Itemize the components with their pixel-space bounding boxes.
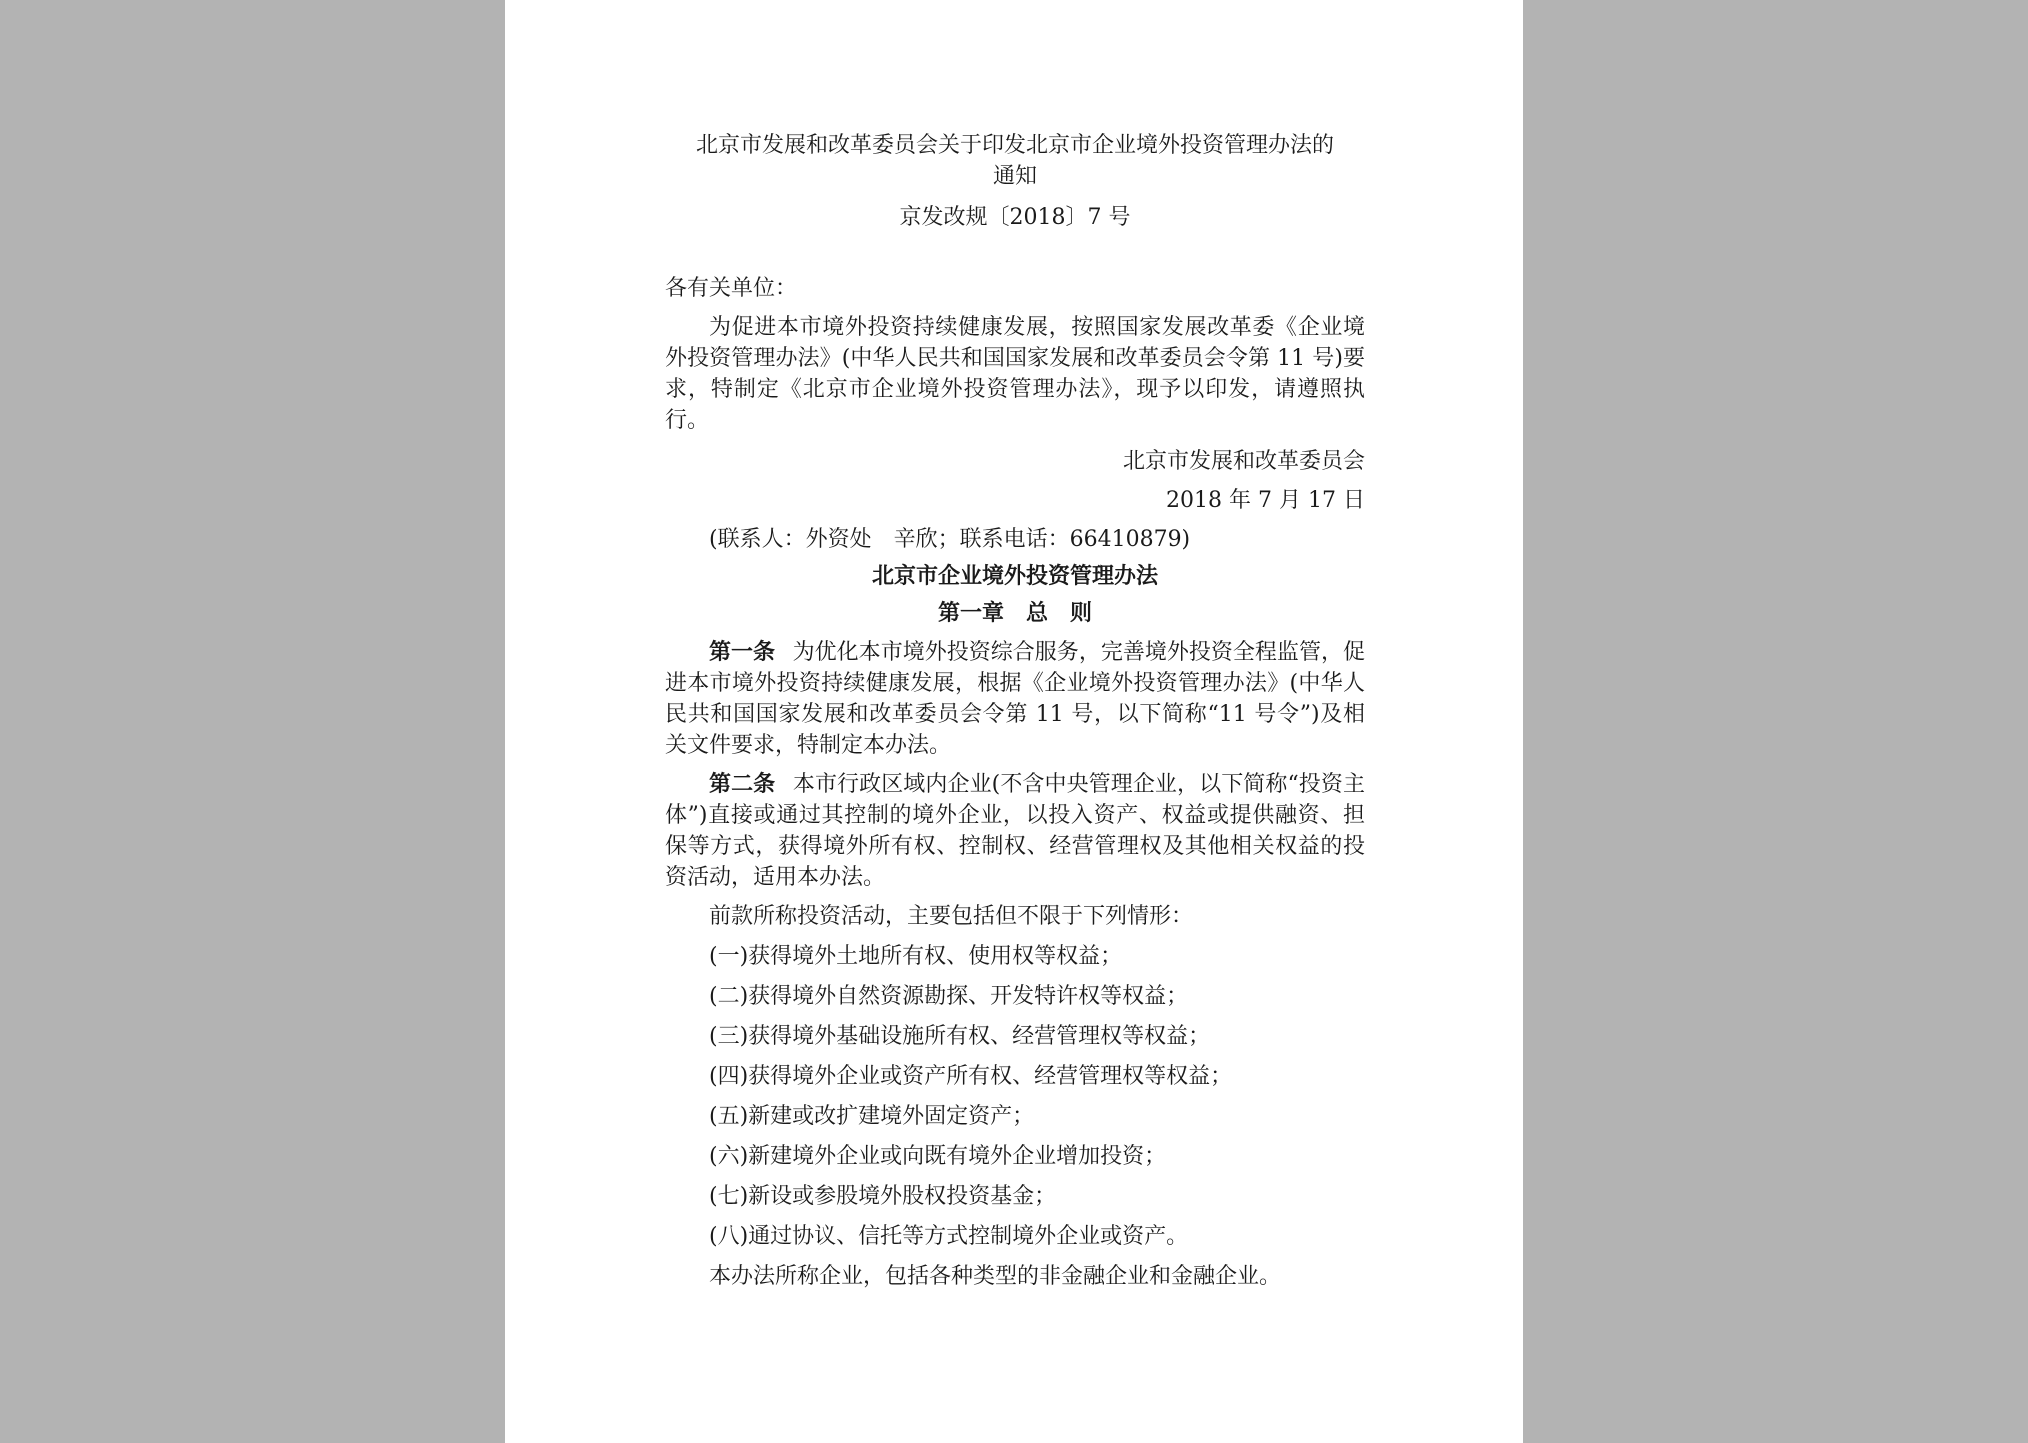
contact-info: (联系人：外资处 辛欣；联系电话：66410879) [709, 527, 1191, 552]
document-title [665, 130, 1365, 192]
issue-date: 2018 年 7 月 17 日 [1166, 488, 1365, 513]
article-1-label: 第一条 [709, 640, 776, 665]
list-item: (七)新设或参股境外股权投资基金； [709, 1184, 1057, 1209]
document-number: 京发改规〔2018〕7 号 [899, 205, 1131, 230]
article-2-label: 第二条 [709, 772, 776, 797]
chapter-title: 第一章 总 则 [937, 601, 1092, 626]
document-content [665, 130, 1365, 1292]
issuer: 北京市发展和改革委员会 [1122, 449, 1365, 474]
document-page [505, 0, 1523, 1443]
closing-paragraph: 本办法所称企业，包括各种类型的非金融企业和金融企业。 [709, 1264, 1282, 1289]
article-2-text: 本市行政区域内企业(不含中央管理企业，以下简称“投资主体”)直接或通过其控制的境外企业，以投入资产、权益或提供融资、担保等方式，获得境外所有权、控制权、经营管理权及其他相关权益的投资活动，适用本办法。 [665, 772, 1365, 890]
list-item: (八)通过协议、信托等方式控制境外企业或资产。 [709, 1224, 1189, 1249]
list-item: (六)新建境外企业或向既有境外企业增加投资； [709, 1144, 1167, 1169]
list-item: (三)获得境外基础设施所有权、经营管理权等权益； [709, 1024, 1211, 1049]
list-item: (一)获得境外土地所有权、使用权等权益； [709, 944, 1123, 969]
document-title-line2: 通知 [992, 164, 1037, 189]
list-item: (四)获得境外企业或资产所有权、经营管理权等权益； [709, 1064, 1233, 1089]
list-item: (五)新建或改扩建境外固定资产； [709, 1104, 1035, 1129]
article-2 [665, 769, 1365, 893]
intro-paragraph: 为促进本市境外投资持续健康发展，按照国家发展改革委《企业境外投资管理办法》(中华人民共和国国家发展和改革委员会令第 11 号)要求，特制定《北京市企业境外投资管理办法》，现予以印发，请遵照执行。 [665, 315, 1365, 433]
list-item: (二)获得境外自然资源勘探、开发特许权等权益； [709, 984, 1189, 1009]
article-1-text: 为优化本市境外投资综合服务，完善境外投资全程监管，促进本市境外投资持续健康发展，根据《企业境外投资管理办法》(中华人民共和国国家发展和改革委员会令第 11 号，以下简称“11 号令”)及相关文件要求，特制定本办法。 [665, 640, 1366, 758]
measures-title: 北京市企业境外投资管理办法 [871, 564, 1158, 589]
document-title-line1: 北京市发展和改革委员会关于印发北京市企业境外投资管理办法的 [695, 133, 1334, 158]
activities-intro: 前款所称投资活动，主要包括但不限于下列情形： [709, 904, 1194, 929]
salutation: 各有关单位： [665, 276, 798, 301]
article-1 [665, 637, 1365, 761]
